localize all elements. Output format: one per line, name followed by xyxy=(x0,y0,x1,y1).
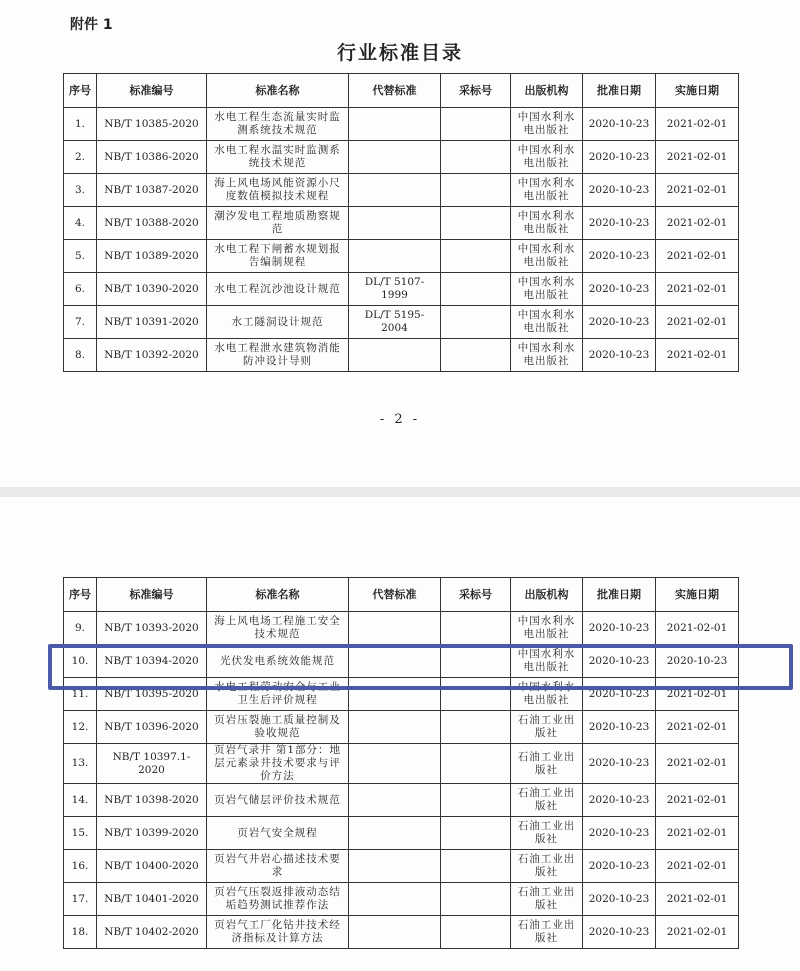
cell-publisher: 石油工业出版社 xyxy=(511,883,583,916)
cell-approve-date: 2020-10-23 xyxy=(583,711,656,744)
cell-replace xyxy=(349,817,441,850)
cell-adopt xyxy=(441,174,511,207)
cell-effective-date: 2021-02-01 xyxy=(656,273,739,306)
table-row xyxy=(64,784,739,817)
cell-no: 7. xyxy=(64,306,97,339)
attachment-label: 附件 1 xyxy=(70,17,113,33)
table-row xyxy=(64,744,739,784)
cell-approve-date: 2020-10-23 xyxy=(583,240,656,273)
cell-effective-date: 2021-02-01 xyxy=(656,711,739,744)
cell-replace xyxy=(349,174,441,207)
cell-no: 10. xyxy=(64,645,97,678)
cell-name: 潮汐发电工程地质勘察规范 xyxy=(207,207,349,240)
cell-adopt xyxy=(441,711,511,744)
cell-replace xyxy=(349,916,441,949)
cell-publisher: 中国水利水电出版社 xyxy=(511,174,583,207)
cell-effective-date: 2020-10-23 xyxy=(656,645,739,678)
cell-name: 页岩气井岩心描述技术要求 xyxy=(207,850,349,883)
cell-effective-date: 2021-02-01 xyxy=(656,612,739,645)
cell-publisher: 中国水利水电出版社 xyxy=(511,273,583,306)
cell-approve-date: 2020-10-23 xyxy=(583,744,656,784)
cell-no: 6. xyxy=(64,273,97,306)
cell-approve-date: 2020-10-23 xyxy=(583,645,656,678)
col-header-approve-date: 批准日期 xyxy=(583,74,656,108)
cell-replace xyxy=(349,883,441,916)
cell-publisher: 中国水利水电出版社 xyxy=(511,141,583,174)
cell-adopt xyxy=(441,744,511,784)
cell-approve-date: 2020-10-23 xyxy=(583,108,656,141)
cell-publisher: 中国水利水电出版社 xyxy=(511,678,583,711)
table-row xyxy=(64,108,739,141)
cell-name: 页岩气工厂化钻井技术经济指标及计算方法 xyxy=(207,916,349,949)
cell-name: 水电工程水温实时监测系统技术规范 xyxy=(207,141,349,174)
cell-name: 水电工程沉沙池设计规范 xyxy=(207,273,349,306)
cell-name: 页岩气压裂返排液动态结垢趋势测试推荐作法 xyxy=(207,883,349,916)
col-header-effective-date: 实施日期 xyxy=(656,74,739,108)
page-number: - 2 - xyxy=(379,412,421,427)
table-row xyxy=(64,339,739,372)
col-header-adopt: 采标号 xyxy=(441,578,511,612)
table-row xyxy=(64,711,739,744)
cell-adopt xyxy=(441,339,511,372)
cell-publisher: 中国水利水电出版社 xyxy=(511,306,583,339)
cell-effective-date: 2021-02-01 xyxy=(656,339,739,372)
table-row xyxy=(64,141,739,174)
cell-no: 12. xyxy=(64,711,97,744)
document-title: 行业标准目录 xyxy=(336,42,463,64)
cell-code: NB/T 10397.1-2020 xyxy=(97,744,207,784)
cell-adopt xyxy=(441,784,511,817)
cell-code: NB/T 10387-2020 xyxy=(97,174,207,207)
cell-effective-date: 2021-02-01 xyxy=(656,174,739,207)
cell-effective-date: 2021-02-01 xyxy=(656,207,739,240)
cell-effective-date: 2021-02-01 xyxy=(656,817,739,850)
cell-code: NB/T 10391-2020 xyxy=(97,306,207,339)
table-row xyxy=(64,306,739,339)
cell-publisher: 石油工业出版社 xyxy=(511,744,583,784)
cell-name: 水电工程泄水建筑物消能防冲设计导则 xyxy=(207,339,349,372)
cell-publisher: 石油工业出版社 xyxy=(511,916,583,949)
cell-no: 15. xyxy=(64,817,97,850)
cell-effective-date: 2021-02-01 xyxy=(656,108,739,141)
cell-code: NB/T 10394-2020 xyxy=(97,645,207,678)
cell-approve-date: 2020-10-23 xyxy=(583,612,656,645)
table-header-row xyxy=(64,578,739,612)
cell-approve-date: 2020-10-23 xyxy=(583,306,656,339)
cell-publisher: 石油工业出版社 xyxy=(511,817,583,850)
cell-name: 页岩气录井 第1部分：地层元素录井技术要求与评价方法 xyxy=(207,744,349,784)
table-row xyxy=(64,174,739,207)
cell-approve-date: 2020-10-23 xyxy=(583,850,656,883)
cell-publisher: 中国水利水电出版社 xyxy=(511,339,583,372)
cell-effective-date: 2021-02-01 xyxy=(656,850,739,883)
cell-effective-date: 2021-02-01 xyxy=(656,306,739,339)
cell-approve-date: 2020-10-23 xyxy=(583,174,656,207)
col-header-replace: 代替标准 xyxy=(349,74,441,108)
cell-replace: DL/T 5195-2004 xyxy=(349,306,441,339)
col-header-approve-date: 批准日期 xyxy=(583,578,656,612)
cell-publisher: 中国水利水电出版社 xyxy=(511,108,583,141)
table-row xyxy=(64,916,739,949)
cell-approve-date: 2020-10-23 xyxy=(583,339,656,372)
cell-publisher: 中国水利水电出版社 xyxy=(511,240,583,273)
cell-replace xyxy=(349,240,441,273)
cell-effective-date: 2021-02-01 xyxy=(656,141,739,174)
cell-code: NB/T 10393-2020 xyxy=(97,612,207,645)
col-header-code: 标准编号 xyxy=(97,578,207,612)
cell-no: 9. xyxy=(64,612,97,645)
cell-code: NB/T 10389-2020 xyxy=(97,240,207,273)
cell-no: 13. xyxy=(64,744,97,784)
col-header-no: 序号 xyxy=(64,74,97,108)
cell-name: 海上风电场工程施工安全技术规范 xyxy=(207,612,349,645)
cell-no: 14. xyxy=(64,784,97,817)
table-row xyxy=(64,817,739,850)
col-header-publisher: 出版机构 xyxy=(511,578,583,612)
table-row xyxy=(64,207,739,240)
cell-adopt xyxy=(441,240,511,273)
cell-code: NB/T 10390-2020 xyxy=(97,273,207,306)
cell-no: 3. xyxy=(64,174,97,207)
cell-adopt xyxy=(441,916,511,949)
cell-code: NB/T 10402-2020 xyxy=(97,916,207,949)
cell-no: 17. xyxy=(64,883,97,916)
col-header-name: 标准名称 xyxy=(207,74,349,108)
cell-effective-date: 2021-02-01 xyxy=(656,678,739,711)
cell-replace xyxy=(349,339,441,372)
cell-effective-date: 2021-02-01 xyxy=(656,784,739,817)
table-row xyxy=(64,883,739,916)
document-page-2 xyxy=(0,497,800,971)
cell-name: 水电工程下闸蓄水规划报告编制规程 xyxy=(207,240,349,273)
cell-adopt xyxy=(441,817,511,850)
cell-no: 11. xyxy=(64,678,97,711)
cell-name: 页岩气储层评价技术规范 xyxy=(207,784,349,817)
cell-code: NB/T 10386-2020 xyxy=(97,141,207,174)
cell-no: 18. xyxy=(64,916,97,949)
col-header-no: 序号 xyxy=(64,578,97,612)
cell-no: 1. xyxy=(64,108,97,141)
cell-replace xyxy=(349,744,441,784)
cell-replace xyxy=(349,711,441,744)
standards-table-1 xyxy=(63,73,739,372)
cell-name: 页岩气安全规程 xyxy=(207,817,349,850)
cell-effective-date: 2021-02-01 xyxy=(656,240,739,273)
cell-name: 水电工程生态流量实时监测系统技术规范 xyxy=(207,108,349,141)
cell-replace xyxy=(349,784,441,817)
cell-approve-date: 2020-10-23 xyxy=(583,273,656,306)
table-row xyxy=(64,273,739,306)
cell-replace xyxy=(349,108,441,141)
cell-approve-date: 2020-10-23 xyxy=(583,916,656,949)
cell-adopt xyxy=(441,273,511,306)
cell-replace xyxy=(349,141,441,174)
cell-publisher: 石油工业出版社 xyxy=(511,850,583,883)
cell-code: NB/T 10399-2020 xyxy=(97,817,207,850)
cell-publisher: 中国水利水电出版社 xyxy=(511,612,583,645)
cell-effective-date: 2021-02-01 xyxy=(656,916,739,949)
cell-code: NB/T 10388-2020 xyxy=(97,207,207,240)
cell-adopt xyxy=(441,883,511,916)
cell-publisher: 中国水利水电出版社 xyxy=(511,207,583,240)
col-header-effective-date: 实施日期 xyxy=(656,578,739,612)
cell-effective-date: 2021-02-01 xyxy=(656,744,739,784)
cell-adopt xyxy=(441,108,511,141)
cell-name: 海上风电场风能资源小尺度数值模拟技术规程 xyxy=(207,174,349,207)
cell-approve-date: 2020-10-23 xyxy=(583,207,656,240)
table-row xyxy=(64,850,739,883)
cell-replace: DL/T 5107-1999 xyxy=(349,273,441,306)
col-header-code: 标准编号 xyxy=(97,74,207,108)
standards-table-2 xyxy=(63,577,739,949)
col-header-name: 标准名称 xyxy=(207,578,349,612)
cell-replace xyxy=(349,207,441,240)
cell-no: 5. xyxy=(64,240,97,273)
cell-replace xyxy=(349,612,441,645)
cell-code: NB/T 10385-2020 xyxy=(97,108,207,141)
cell-approve-date: 2020-10-23 xyxy=(583,883,656,916)
cell-name: 光伏发电系统效能规范 xyxy=(207,645,349,678)
cell-effective-date: 2021-02-01 xyxy=(656,883,739,916)
cell-adopt xyxy=(441,207,511,240)
cell-no: 4. xyxy=(64,207,97,240)
cell-adopt xyxy=(441,306,511,339)
cell-approve-date: 2020-10-23 xyxy=(583,817,656,850)
cell-code: NB/T 10395-2020 xyxy=(97,678,207,711)
cell-publisher: 中国水利水电出版社 xyxy=(511,645,583,678)
cell-approve-date: 2020-10-23 xyxy=(583,678,656,711)
cell-name: 水电工程劳动安全与工业卫生后评价规程 xyxy=(207,678,349,711)
col-header-publisher: 出版机构 xyxy=(511,74,583,108)
cell-publisher: 石油工业出版社 xyxy=(511,711,583,744)
table-row xyxy=(64,612,739,645)
cell-publisher: 石油工业出版社 xyxy=(511,784,583,817)
cell-code: NB/T 10400-2020 xyxy=(97,850,207,883)
cell-code: NB/T 10396-2020 xyxy=(97,711,207,744)
highlight-box xyxy=(48,644,793,690)
cell-code: NB/T 10392-2020 xyxy=(97,339,207,372)
cell-adopt xyxy=(441,141,511,174)
table-row xyxy=(64,240,739,273)
cell-approve-date: 2020-10-23 xyxy=(583,141,656,174)
cell-code: NB/T 10401-2020 xyxy=(97,883,207,916)
cell-approve-date: 2020-10-23 xyxy=(583,784,656,817)
col-header-adopt: 采标号 xyxy=(441,74,511,108)
cell-name: 水工隧洞设计规范 xyxy=(207,306,349,339)
cell-code: NB/T 10398-2020 xyxy=(97,784,207,817)
cell-adopt xyxy=(441,850,511,883)
cell-replace xyxy=(349,850,441,883)
cell-name: 页岩压裂施工质量控制及验收规范 xyxy=(207,711,349,744)
cell-no: 8. xyxy=(64,339,97,372)
table-header-row xyxy=(64,74,739,108)
col-header-replace: 代替标准 xyxy=(349,578,441,612)
cell-no: 16. xyxy=(64,850,97,883)
cell-adopt xyxy=(441,612,511,645)
cell-no: 2. xyxy=(64,141,97,174)
